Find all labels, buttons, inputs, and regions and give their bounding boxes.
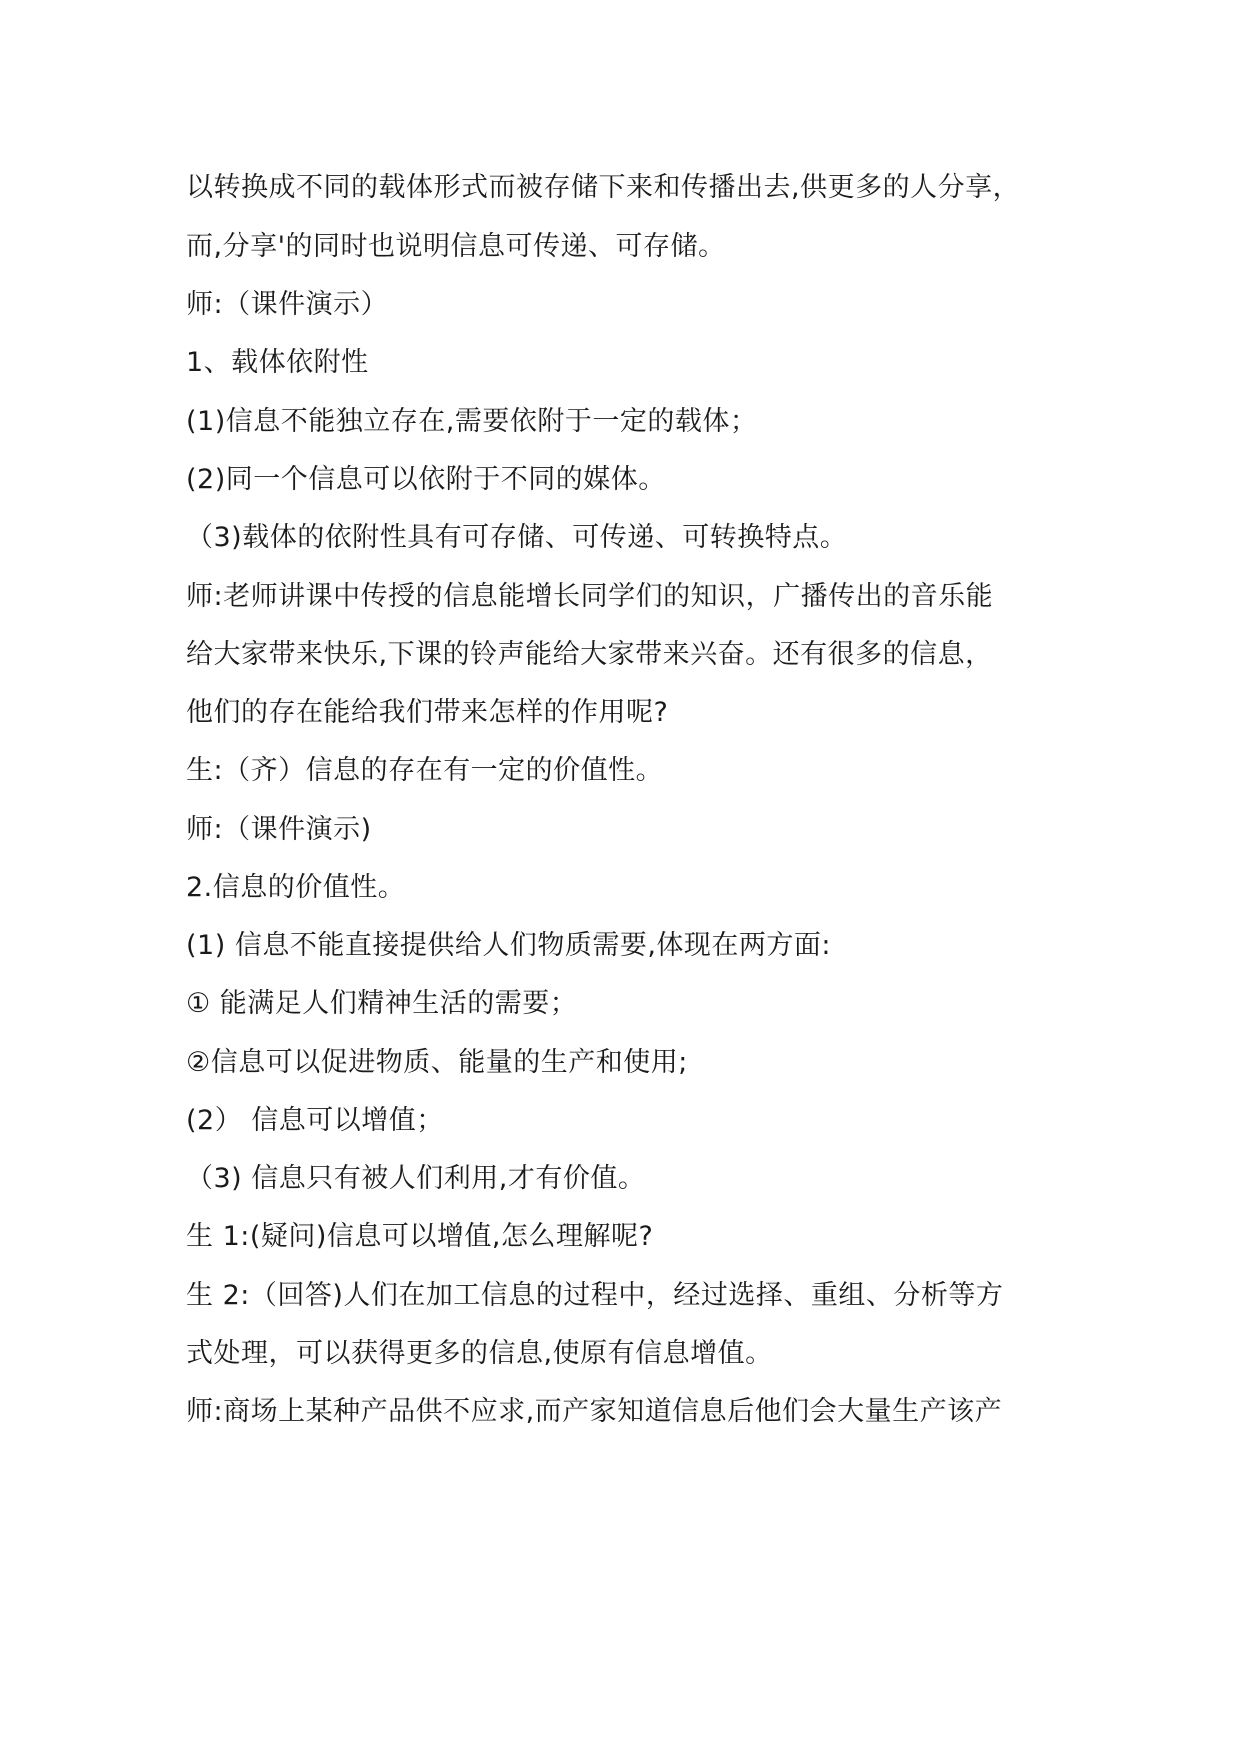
paragraph-line: 师:老师讲课中传授的信息能增长同学们的知识，广播传出的音乐能 xyxy=(186,581,994,612)
list-item: (2） 信息可以增值； xyxy=(186,1105,444,1136)
list-item: ① 能满足人们精神生活的需要； xyxy=(186,988,578,1019)
section-heading: 2.信息的价值性。 xyxy=(186,872,406,903)
paragraph-line: 式处理，可以获得更多的信息,使原有信息增值。 xyxy=(186,1338,773,1369)
list-item: （3) 信息只有被人们利用,才有价值。 xyxy=(186,1163,646,1194)
list-item: (1) 信息不能直接提供给人们物质需要,体现在两方面: xyxy=(186,930,832,961)
list-item: (1)信息不能独立存在,需要依附于一定的载体； xyxy=(186,406,758,437)
paragraph-line: 生:（齐）信息的存在有一定的价值性。 xyxy=(186,755,664,786)
paragraph-line: 师:商场上某种产品供不应求,而产家知道信息后他们会大量生产该产 xyxy=(186,1396,1003,1427)
paragraph-line: 给大家带来快乐,下课的铃声能给大家带来兴奋。还有很多的信息， xyxy=(186,639,993,670)
paragraph-line: 而,分享'的同时也说明信息可传递、可存储。 xyxy=(186,231,726,262)
paragraph-line: 师:（课件演示） xyxy=(186,289,389,320)
list-item: ②信息可以促进物质、能量的生产和使用; xyxy=(186,1047,688,1078)
section-heading: 1、载体依附性 xyxy=(186,347,369,378)
paragraph-line: 生 1:(疑问)信息可以增值,怎么理解呢? xyxy=(186,1221,654,1252)
list-item: （3)载体的依附性具有可存储、可传递、可转换特点。 xyxy=(186,522,848,553)
paragraph-line: 生 2:（回答)人们在加工信息的过程中，经过选择、重组、分析等方 xyxy=(186,1280,1004,1311)
paragraph-line: 以转换成不同的载体形式而被存储下来和传播出去,供更多的人分享， xyxy=(186,172,1021,203)
paragraph-line: 师:（课件演示) xyxy=(186,814,372,845)
paragraph-line: 他们的存在能给我们带来怎样的作用呢? xyxy=(186,697,669,728)
list-item: (2)同一个信息可以依附于不同的媒体。 xyxy=(186,464,666,495)
